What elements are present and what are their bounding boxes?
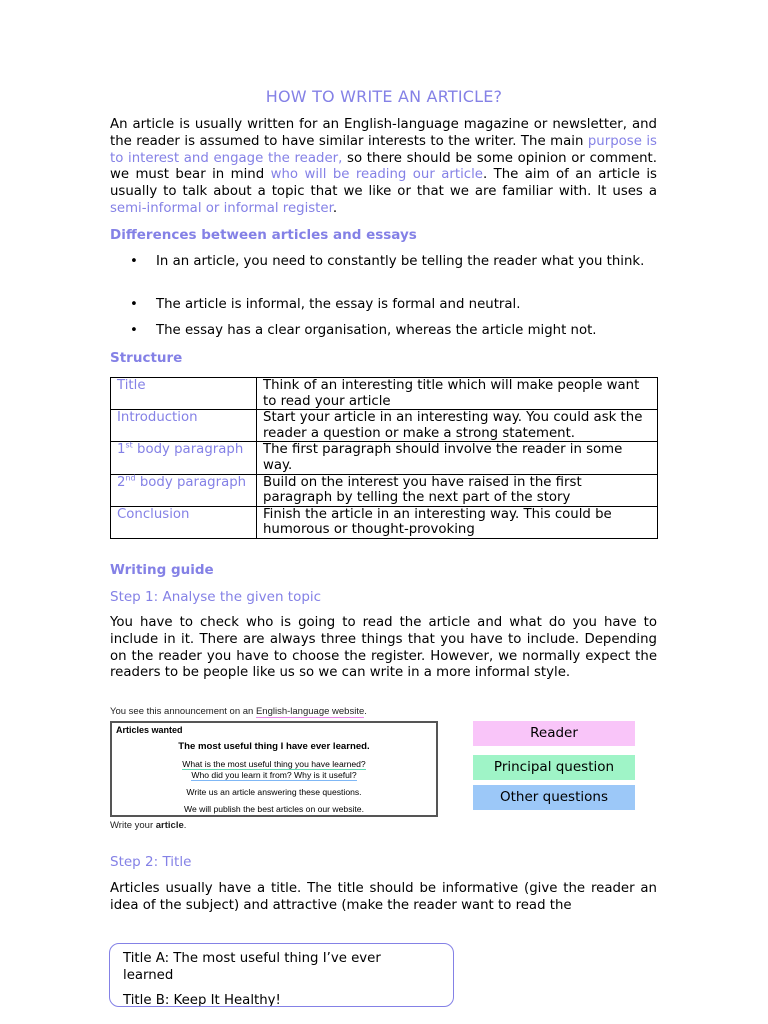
legend-reader: Reader	[473, 721, 635, 746]
intro-paragraph	[110, 117, 657, 218]
announcement-caption: You see this announcement on an English-language website.	[110, 706, 367, 717]
step2-heading: Step 2: Title	[110, 854, 192, 870]
step1-heading: Step 1: Analyse the given topic	[110, 589, 322, 605]
table-row	[111, 378, 658, 410]
bullet-icon: •	[130, 254, 138, 269]
title-examples-box	[109, 943, 454, 1007]
bullet-icon: •	[130, 323, 138, 338]
row-text: Think of an interesting title which will make people want to read your article	[257, 378, 658, 410]
structure-heading: Structure	[110, 350, 183, 366]
row-label: Conclusion	[111, 506, 257, 538]
bullet-text: The article is informal, the essay is formal and neutral.	[156, 297, 521, 312]
legend-other-questions: Other questions	[473, 785, 635, 810]
row-text: The first paragraph should involve the reader in some way.	[257, 442, 658, 474]
title-example-a: Title A: The most useful thing I’ve ever learned	[123, 951, 381, 983]
title-example-b: Title B: Keep It Healthy!	[123, 993, 281, 1007]
intro-text-3: . The aim of an article is usually to talk about a topic that we like or that we are familiar with. It uses a	[110, 167, 657, 200]
announcement-header: Articles wanted	[116, 725, 183, 735]
table-row	[111, 474, 658, 506]
announcement-publish-note: We will publish the best articles on our website.	[184, 804, 364, 814]
step2-paragraph: Articles usually have a title. The title should be informative (give the reader an idea of the subject) and attractive (make the reader want to read the	[110, 881, 657, 913]
legend-principal-question: Principal question	[473, 755, 635, 780]
table-row	[111, 442, 658, 474]
intro-highlight-register: semi-informal or informal register	[110, 200, 333, 216]
list-item	[130, 297, 657, 313]
page-title: HOW TO WRITE AN ARTICLE?	[265, 87, 503, 106]
intro-text-1: An article is usually written for an English-language magazine or newsletter, and the reader is assumed to have similar interests to the writer. The main	[110, 117, 657, 149]
differences-heading: Differences between articles and essays	[110, 227, 417, 243]
announcement-other-questions: Who did you learn it from? Why is it useful?	[191, 770, 357, 780]
announcement-title: The most useful thing I have ever learned.	[178, 741, 370, 752]
row-label: 2nd body paragraph	[111, 474, 257, 506]
table-row	[111, 506, 658, 538]
intro-highlight-purpose: purpose is to interest and engage the reader,	[110, 133, 657, 166]
table-row	[111, 410, 658, 442]
bullet-icon: •	[130, 297, 138, 312]
list-item	[130, 254, 657, 270]
row-text: Build on the interest you have raised in the first paragraph by telling the next part of the story	[257, 474, 658, 506]
row-label: Introduction	[111, 410, 257, 442]
announcement-image	[110, 706, 440, 831]
row-label: 1st body paragraph	[111, 442, 257, 474]
writing-guide-heading: Writing guide	[110, 562, 214, 578]
row-text: Start your article in an interesting way. You could ask the reader a question or make a strong statement.	[257, 410, 658, 442]
step1-paragraph: You have to check who is going to read the article and what do you have to include in it. There are always three things that you have to include. Depending on the reader you have to choose the register. However, we normally expect the readers to be people like us so we can write in a more informal style.	[110, 615, 657, 681]
list-item	[130, 323, 657, 339]
bullet-text: The essay has a clear organisation, whereas the article might not.	[156, 323, 597, 338]
announcement-principal-question: What is the most useful thing you have learned?	[182, 759, 366, 769]
intro-text-2: so there should be some opinion or comment. we must bear in mind	[110, 150, 658, 183]
structure-table	[110, 377, 658, 539]
announcement-instruction: Write us an article answering these questions.	[186, 787, 362, 797]
row-label: Title	[111, 378, 257, 410]
bullet-text: In an article, you need to constantly be telling the reader what you think.	[156, 254, 645, 269]
announcement-footer: Write your article.	[110, 820, 187, 831]
announcement-box	[110, 721, 438, 817]
intro-text-4: .	[332, 200, 338, 216]
intro-highlight-readers: who will be reading our article	[270, 167, 483, 183]
row-text: Finish the article in an interesting way. This could be humorous or thought-provoking	[257, 506, 658, 538]
